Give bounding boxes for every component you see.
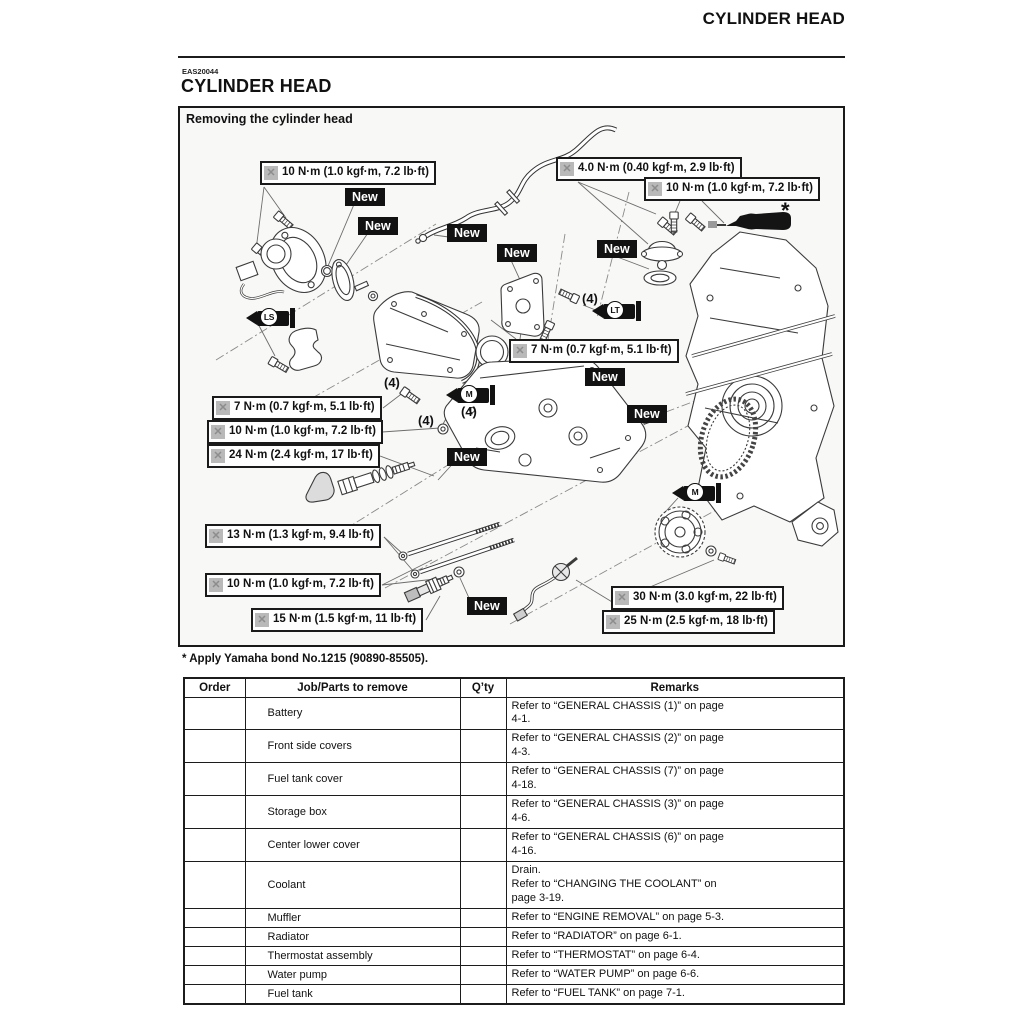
qty-cell	[460, 796, 506, 829]
job-cell: Thermostat assembly	[245, 947, 460, 966]
remark-line: page 3-19.	[511, 892, 565, 905]
remark-line: Refer to “WATER PUMP” on page 6-6.	[511, 968, 700, 980]
table-row	[184, 928, 844, 947]
remarks-cell	[506, 730, 844, 763]
remarks-cell	[506, 862, 844, 909]
table-row	[184, 862, 844, 909]
job-cell: Storage box	[245, 796, 460, 829]
torque-callout	[205, 573, 381, 597]
marker-letter: M	[686, 483, 704, 501]
qty-cell	[460, 697, 506, 730]
torque-callout	[212, 396, 382, 420]
sealant-marker-ls	[246, 307, 295, 329]
remark-line: Refer to “GENERAL CHASSIS (7)” on page	[511, 765, 724, 778]
order-cell	[184, 763, 245, 796]
order-cell	[184, 984, 245, 1003]
remark-line: Refer to “GENERAL CHASSIS (6)” on page	[511, 831, 724, 844]
table-header-cell: Remarks	[506, 678, 844, 697]
torque-wrench-icon: ✕	[560, 162, 574, 176]
table-row	[184, 730, 844, 763]
tube-body-icon	[457, 388, 489, 403]
tube-nozzle-icon	[672, 486, 683, 500]
remarks-cell	[506, 909, 844, 928]
qty-cell	[460, 928, 506, 947]
torque-wrench-icon: ✕	[209, 529, 223, 543]
bond-asterisk: *	[781, 198, 790, 223]
remark-line: 4-16.	[511, 845, 537, 858]
table-row	[184, 909, 844, 928]
new-part-badge: New	[497, 244, 537, 262]
torque-callout	[611, 586, 784, 610]
remarks-cell	[506, 829, 844, 862]
new-part-badge: New	[467, 597, 507, 615]
job-cell: Water pump	[245, 966, 460, 985]
torque-callout-text: 10 N·m (1.0 kgf·m, 7.2 lb·ft)	[227, 578, 374, 591]
remarks-cell	[506, 763, 844, 796]
torque-callout-text: 30 N·m (3.0 kgf·m, 22 lb·ft)	[633, 591, 777, 604]
remark-line: 4-3.	[511, 746, 531, 759]
order-cell	[184, 829, 245, 862]
tube-cap-icon	[490, 385, 495, 405]
table-header-cell: Order	[184, 678, 245, 697]
torque-callout-text: 13 N·m (1.3 kgf·m, 9.4 lb·ft)	[227, 529, 374, 542]
table-row	[184, 947, 844, 966]
qty-cell	[460, 909, 506, 928]
remark-line: 4-18.	[511, 779, 537, 792]
order-cell	[184, 947, 245, 966]
remark-line: Refer to “GENERAL CHASSIS (2)” on page	[511, 732, 724, 745]
qty-cell	[460, 862, 506, 909]
figure-title: Removing the cylinder head	[186, 112, 353, 126]
torque-wrench-icon: ✕	[211, 449, 225, 463]
torque-wrench-icon: ✕	[211, 425, 225, 439]
remark-line: Refer to “RADIATOR” on page 6-1.	[511, 930, 682, 943]
torque-callout	[602, 610, 775, 634]
table-row	[184, 697, 844, 730]
new-part-badge: New	[597, 240, 637, 258]
tube-cap-icon	[716, 483, 721, 503]
remark-line: 4-1.	[511, 713, 531, 726]
new-part-badge: New	[447, 448, 487, 466]
torque-wrench-icon: ✕	[648, 182, 662, 196]
torque-wrench-icon: ✕	[606, 615, 620, 629]
job-cell: Battery	[245, 697, 460, 730]
torque-callout	[644, 177, 820, 201]
table-header-cell: Job/Parts to remove	[245, 678, 460, 697]
tube-nozzle-icon	[592, 304, 603, 318]
torque-wrench-icon: ✕	[216, 401, 230, 415]
qty-cell	[460, 730, 506, 763]
marker-letter: LS	[260, 308, 278, 326]
remarks-cell	[506, 947, 844, 966]
quantity-label: (4)	[461, 404, 477, 419]
remark-line: Drain.	[511, 864, 541, 877]
remark-line: 4-6.	[511, 812, 531, 825]
new-part-badge: New	[345, 188, 385, 206]
quantity-label: (4)	[582, 291, 598, 306]
table-row	[184, 796, 844, 829]
page-title: CYLINDER HEAD	[181, 76, 332, 96]
job-cell: Coolant	[245, 862, 460, 909]
qty-cell	[460, 947, 506, 966]
torque-callout-text: 15 N·m (1.5 kgf·m, 11 lb·ft)	[273, 613, 417, 626]
sealant-marker-lt	[592, 300, 641, 322]
order-cell	[184, 909, 245, 928]
remarks-cell	[506, 928, 844, 947]
tube-cap-icon	[290, 308, 295, 328]
figure-canvas-overlay	[180, 108, 843, 645]
tube-body-icon	[603, 304, 635, 319]
remark-line: Refer to “THERMOSTAT” on page 6-4.	[511, 949, 700, 962]
bond-footnote: * Apply Yamaha bond No.1215 (90890-85505).	[182, 653, 429, 665]
torque-callout-text: 7 N·m (0.7 kgf·m, 5.1 lb·ft)	[234, 401, 375, 414]
sealant-marker-m	[672, 482, 721, 504]
torque-callout	[207, 444, 380, 468]
quantity-label: (4)	[418, 413, 434, 428]
torque-callout-text: 10 N·m (1.0 kgf·m, 7.2 lb·ft)	[666, 182, 813, 195]
tube-nozzle-icon	[246, 311, 257, 325]
torque-callout	[251, 608, 423, 632]
table-row	[184, 966, 844, 985]
remarks-cell	[506, 984, 844, 1003]
job-cell: Muffler	[245, 909, 460, 928]
qty-cell	[460, 829, 506, 862]
order-cell	[184, 862, 245, 909]
new-part-badge: New	[585, 368, 625, 386]
torque-callout	[260, 161, 436, 185]
torque-wrench-icon: ✕	[209, 578, 223, 592]
order-cell	[184, 928, 245, 947]
order-cell	[184, 796, 245, 829]
table-row	[184, 829, 844, 862]
marker-letter: LT	[606, 301, 624, 319]
remark-line: Refer to “ENGINE REMOVAL” on page 5-3.	[511, 911, 725, 924]
job-cell: Fuel tank	[245, 984, 460, 1003]
tube-body-icon	[683, 486, 715, 501]
remark-line: Refer to “FUEL TANK” on page 7-1.	[511, 986, 685, 999]
new-part-badge: New	[358, 217, 398, 235]
torque-callout	[207, 420, 383, 444]
tube-nozzle-icon	[446, 388, 457, 402]
order-cell	[184, 697, 245, 730]
table-row	[184, 763, 844, 796]
job-cell: Center lower cover	[245, 829, 460, 862]
quantity-label: (4)	[384, 375, 400, 390]
torque-callout-text: 7 N·m (0.7 kgf·m, 5.1 lb·ft)	[531, 344, 672, 357]
torque-wrench-icon: ✕	[255, 613, 269, 627]
table-header-row	[184, 678, 844, 697]
running-header-title: CYLINDER HEAD	[702, 9, 845, 28]
torque-callout-text: 10 N·m (1.0 kgf·m, 7.2 lb·ft)	[282, 166, 429, 179]
remarks-cell	[506, 796, 844, 829]
torque-wrench-icon: ✕	[513, 344, 527, 358]
torque-wrench-icon: ✕	[264, 166, 278, 180]
torque-callout-text: 4.0 N·m (0.40 kgf·m, 2.9 lb·ft)	[578, 162, 735, 175]
torque-callout-text: 25 N·m (2.5 kgf·m, 18 lb·ft)	[624, 615, 768, 628]
qty-cell	[460, 763, 506, 796]
remark-line: Refer to “CHANGING THE COOLANT” on	[511, 878, 717, 891]
table-header-cell: Q’ty	[460, 678, 506, 697]
torque-callout-text: 24 N·m (2.4 kgf·m, 17 lb·ft)	[229, 449, 373, 462]
qty-cell	[460, 966, 506, 985]
remarks-cell	[506, 697, 844, 730]
remark-line: Refer to “GENERAL CHASSIS (1)” on page	[511, 699, 724, 712]
new-part-badge: New	[627, 405, 667, 423]
torque-callout-text: 10 N·m (1.0 kgf·m, 7.2 lb·ft)	[229, 425, 376, 438]
torque-wrench-icon: ✕	[615, 591, 629, 605]
torque-callout	[205, 524, 381, 548]
job-cell: Fuel tank cover	[245, 763, 460, 796]
order-cell	[184, 730, 245, 763]
exploded-diagram-figure	[178, 106, 845, 647]
remark-line: Refer to “GENERAL CHASSIS (3)” on page	[511, 798, 724, 811]
section-code: EAS20044	[182, 67, 219, 76]
job-cell: Radiator	[245, 928, 460, 947]
order-cell	[184, 966, 245, 985]
new-part-badge: New	[447, 224, 487, 242]
table-row	[184, 984, 844, 1003]
torque-callout	[509, 339, 679, 363]
job-parts-table	[183, 677, 845, 1005]
sealant-marker-m	[446, 384, 495, 406]
remarks-cell	[506, 966, 844, 985]
tube-cap-icon	[636, 301, 641, 321]
qty-cell	[460, 984, 506, 1003]
header-rule	[178, 56, 845, 58]
job-cell: Front side covers	[245, 730, 460, 763]
marker-letter: M	[460, 385, 478, 403]
tube-body-icon	[257, 311, 289, 326]
